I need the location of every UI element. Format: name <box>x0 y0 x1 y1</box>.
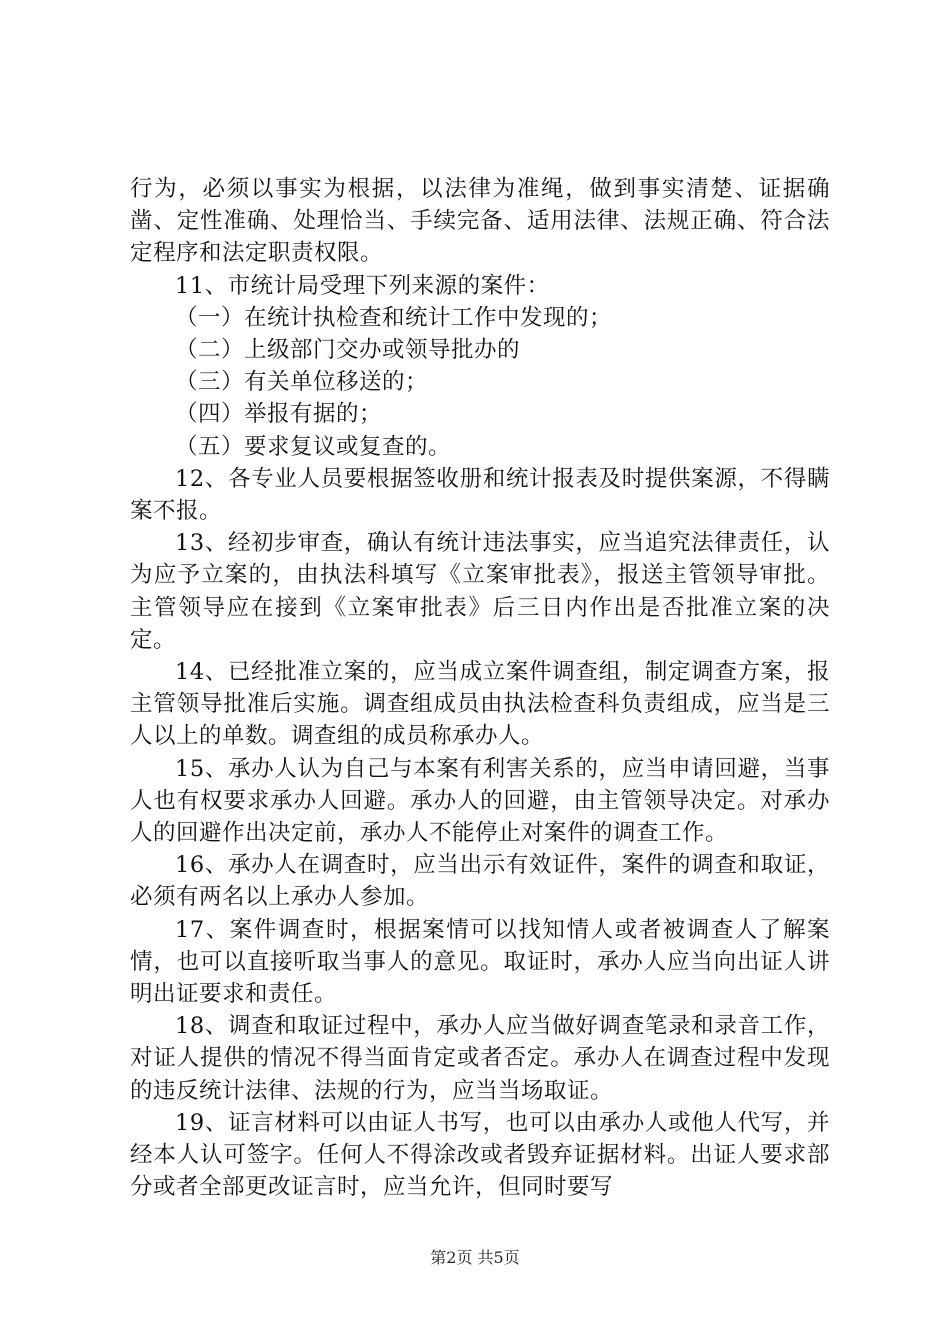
paragraph: 16、承办人在调查时，应当出示有效证件，案件的调查和取证，必须有两名以上承办人参加。 <box>130 852 830 911</box>
paragraph: 17、案件调查时，根据案情可以找知情人或者被调查人了解案情，也可以直接听取当事人的意见。取证时，承办人应当向出证人讲明出证要求和责任。 <box>130 916 830 1008</box>
paragraph: （四）举报有据的； <box>175 401 383 428</box>
paragraph: 13、经初步审查，确认有统计违法事实，应当追究法律责任，认为应予立案的，由执法科填写《立案审批表》，报送主管领导审批。主管领导应在接到《立案审批表》后三日内作出是否批准立案的决定。 <box>130 530 830 653</box>
document-body <box>130 173 830 1204</box>
paragraph: （三）有关单位移送的； <box>175 369 429 396</box>
paragraph: 14、已经批准立案的，应当成立案件调查组，制定调查方案，报主管领导批准后实施。调查组成员由执法检查科负责组成，应当是三人以上的单数。调查组的成员称承办人。 <box>130 659 830 750</box>
paragraph: 12、各专业人员要根据签收册和统计报表及时提供案源，不得瞒案不报。 <box>130 465 830 525</box>
paragraph: 15、承办人认为自己与本案有利害关系的，应当申请回避，当事人也有权要求承办人回避。承办人的回避，由主管领导决定。对承办人的回避作出决定前，承办人不能停止对案件的调查工作。 <box>130 755 830 847</box>
paragraph: （五）要求复议或复查的。 <box>175 433 452 460</box>
paragraph: 行为，必须以事实为根据，以法律为准绳，做到事实清楚、证据确凿、定性准确、处理恰当、手续完备、适用法律、法规正确、符合法定程序和法定职责权限。 <box>130 176 830 267</box>
paragraph: 19、证言材料可以由证人书写，也可以由承办人或他人代写，并经本人认可签字。任何人不得涂改或者毁弃证据材料。出证人要求部分或者全部更改证言时，应当允许，但同时要写 <box>130 1109 830 1201</box>
paragraph: 18、调查和取证过程中，承办人应当做好调查笔录和录音工作，对证人提供的情况不得当面肯定或者否定。承办人在调查过程中发现的违反统计法律、法规的行为，应当当场取证。 <box>130 1013 830 1104</box>
paragraph: （二）上级部门交办或领导批办的 <box>175 337 521 364</box>
paragraph: 11、市统计局受理下列来源的案件： <box>175 272 550 299</box>
page-footer: 第2页 共5页 <box>430 1248 520 1267</box>
paragraph: （一）在统计执检查和统计工作中发现的； <box>175 304 613 331</box>
